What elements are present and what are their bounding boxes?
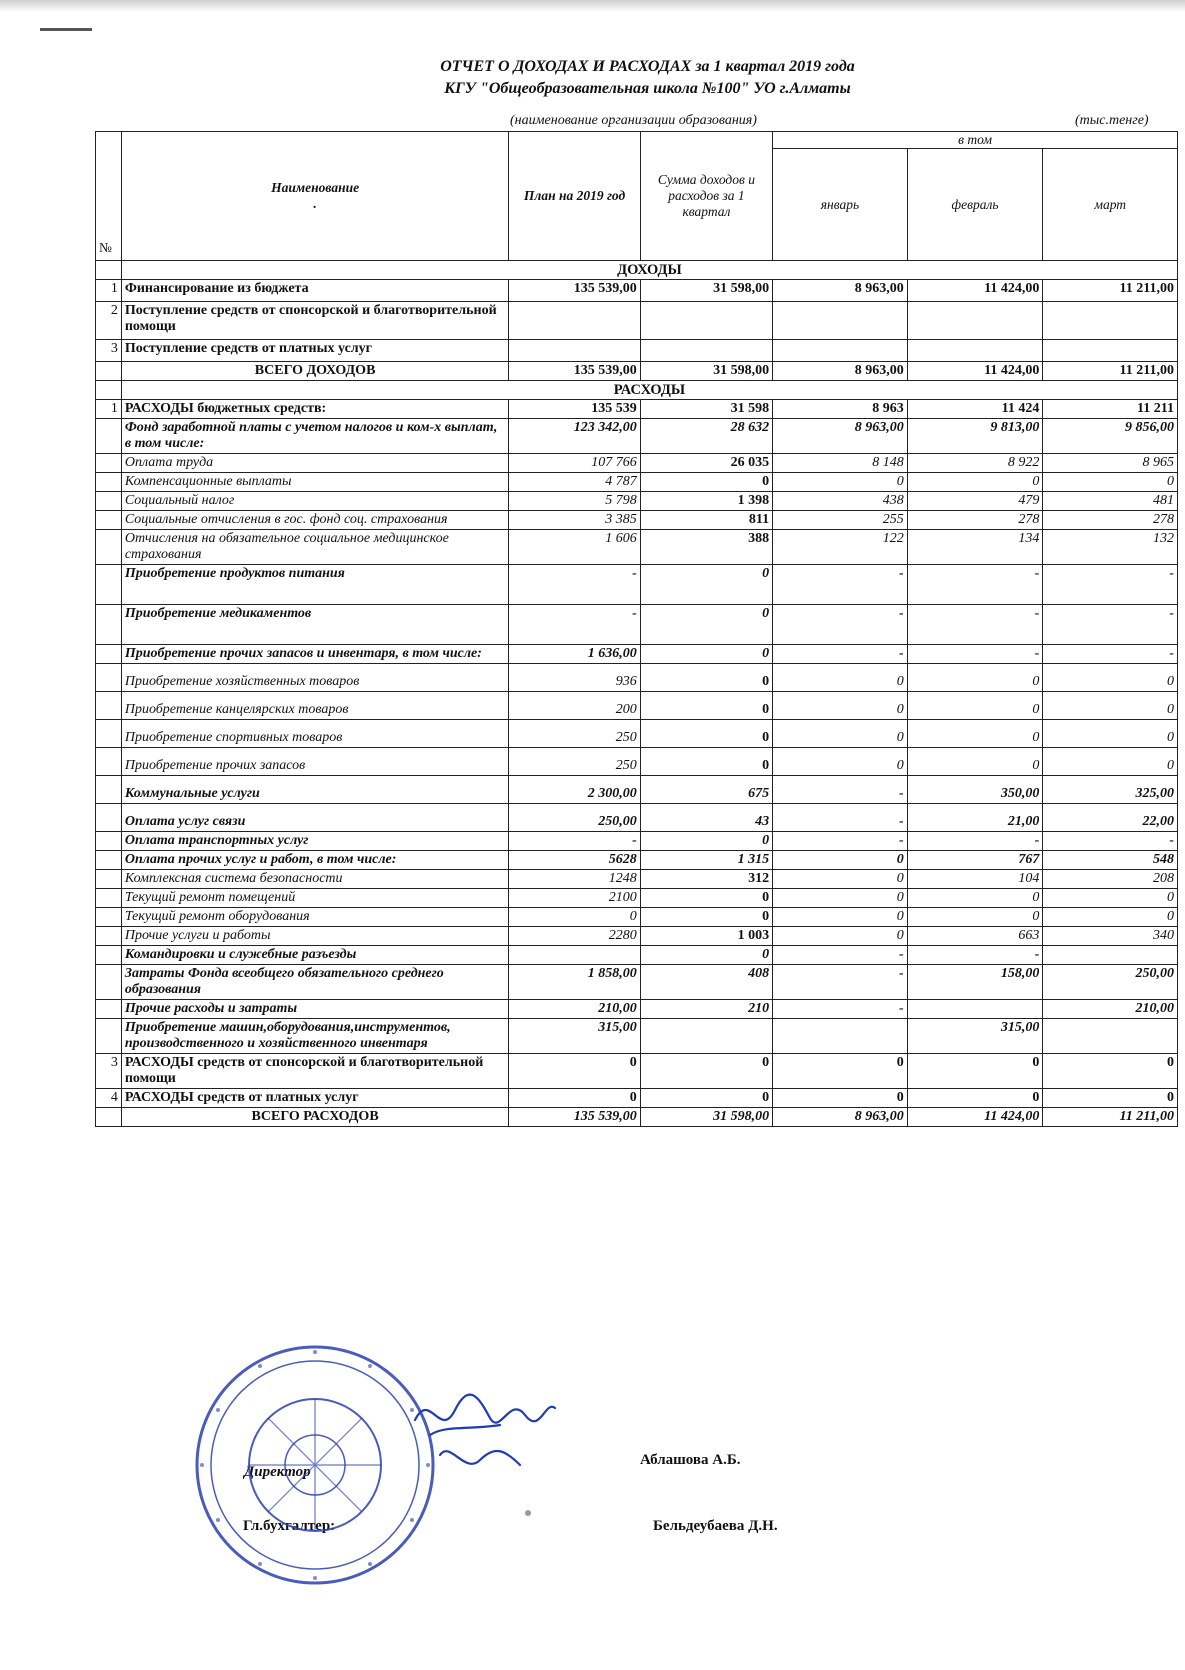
value-mar: - xyxy=(1043,832,1178,851)
row-name: Прочие услуги и работы xyxy=(121,927,509,946)
value-plan: 2100 xyxy=(509,889,640,908)
value-plan: 3 385 xyxy=(509,511,640,530)
value-plan: 5 798 xyxy=(509,492,640,511)
total-plan: 135 539,00 xyxy=(509,1108,640,1127)
expense-row xyxy=(96,454,1178,473)
col-num-header: № xyxy=(96,132,122,261)
value-mar xyxy=(1043,302,1178,340)
row-number: 1 xyxy=(96,280,122,302)
value-jan: 0 xyxy=(773,664,908,692)
row-name: Оплата труда xyxy=(121,454,509,473)
report-header xyxy=(0,58,1185,98)
row-number xyxy=(96,530,122,565)
row-number xyxy=(96,720,122,748)
value-plan xyxy=(509,302,640,340)
value-plan: 107 766 xyxy=(509,454,640,473)
value-jan: 8 963,00 xyxy=(773,280,908,302)
report-title: ОТЧЕТ О ДОХОДАХ И РАСХОДАХ за 1 квартал 2019 года xyxy=(440,58,855,75)
value-mar: 250,00 xyxy=(1043,965,1178,1000)
value-feb: - xyxy=(907,645,1043,664)
value-q1: 0 xyxy=(640,889,772,908)
income-row xyxy=(96,280,1178,302)
value-q1: 811 xyxy=(640,511,772,530)
row-name: Поступление средств от платных услуг xyxy=(121,340,509,362)
value-q1: 0 xyxy=(640,645,772,664)
row-name: Социальный налог xyxy=(121,492,509,511)
row-name: Оплата транспортных услуг xyxy=(121,832,509,851)
expense-row xyxy=(96,692,1178,720)
value-q1: 0 xyxy=(640,720,772,748)
expense-row xyxy=(96,664,1178,692)
value-q1: 43 xyxy=(640,804,772,832)
value-feb: 8 922 xyxy=(907,454,1043,473)
row-number xyxy=(96,965,122,1000)
expense-row xyxy=(96,851,1178,870)
expense-row xyxy=(96,720,1178,748)
value-feb: 134 xyxy=(907,530,1043,565)
col-plan-header: План на 2019 год xyxy=(509,132,640,261)
value-q1: 0 xyxy=(640,692,772,720)
value-q1: 0 xyxy=(640,1089,772,1108)
value-mar: 11 211 xyxy=(1043,400,1178,419)
value-feb: 11 424 xyxy=(907,400,1043,419)
value-jan: 0 xyxy=(773,908,908,927)
col-name-header xyxy=(121,132,509,261)
value-jan xyxy=(773,302,908,340)
row-name: Командировки и служебные разъезды xyxy=(121,946,509,965)
accountant-label: Гл.бухгалтер: xyxy=(243,1518,336,1534)
expense-row xyxy=(96,605,1178,645)
row-number xyxy=(96,804,122,832)
value-q1: 0 xyxy=(640,832,772,851)
expense-row xyxy=(96,1019,1178,1054)
value-plan: - xyxy=(509,565,640,605)
value-jan: 122 xyxy=(773,530,908,565)
value-q1 xyxy=(640,340,772,362)
value-plan xyxy=(509,340,640,362)
value-mar: 481 xyxy=(1043,492,1178,511)
value-feb: 0 xyxy=(907,1089,1043,1108)
value-jan: 0 xyxy=(773,1089,908,1108)
expense-row xyxy=(96,946,1178,965)
value-plan: 123 342,00 xyxy=(509,419,640,454)
value-mar: 0 xyxy=(1043,664,1178,692)
value-jan: 0 xyxy=(773,870,908,889)
value-q1: 1 315 xyxy=(640,851,772,870)
value-plan: 250,00 xyxy=(509,804,640,832)
value-feb: - xyxy=(907,832,1043,851)
expense-row xyxy=(96,1000,1178,1019)
expense-row xyxy=(96,776,1178,804)
value-plan xyxy=(509,946,640,965)
value-feb: - xyxy=(907,946,1043,965)
value-mar: 11 211,00 xyxy=(1043,280,1178,302)
value-jan: 0 xyxy=(773,927,908,946)
expense-row xyxy=(96,645,1178,664)
expense-row xyxy=(96,565,1178,605)
value-mar: 0 xyxy=(1043,692,1178,720)
value-plan: 315,00 xyxy=(509,1019,640,1054)
row-number xyxy=(96,908,122,927)
row-name: Фонд заработной платы с учетом налогов и ком-х выплат, в том числе: xyxy=(121,419,509,454)
value-mar: 548 xyxy=(1043,851,1178,870)
total-q1: 31 598,00 xyxy=(640,362,772,381)
value-mar: 340 xyxy=(1043,927,1178,946)
total-feb: 11 424,00 xyxy=(907,1108,1043,1127)
expense-row xyxy=(96,832,1178,851)
value-feb: 0 xyxy=(907,720,1043,748)
value-feb: 278 xyxy=(907,511,1043,530)
value-mar: 325,00 xyxy=(1043,776,1178,804)
value-jan: 0 xyxy=(773,473,908,492)
row-number xyxy=(96,927,122,946)
expense-row xyxy=(96,748,1178,776)
expense-row xyxy=(96,511,1178,530)
value-q1: 210 xyxy=(640,1000,772,1019)
value-mar: - xyxy=(1043,645,1178,664)
row-name: РАСХОДЫ бюджетных средств: xyxy=(121,400,509,419)
value-q1: 0 xyxy=(640,946,772,965)
row-number xyxy=(96,473,122,492)
value-mar: 0 xyxy=(1043,1054,1178,1089)
value-feb: 0 xyxy=(907,692,1043,720)
row-name: Финансирование из бюджета xyxy=(121,280,509,302)
value-plan: 135 539,00 xyxy=(509,280,640,302)
section-num-cell xyxy=(96,261,122,280)
value-feb: 104 xyxy=(907,870,1043,889)
income-total-row xyxy=(96,362,1178,381)
value-feb xyxy=(907,302,1043,340)
value-mar: 0 xyxy=(1043,748,1178,776)
section-title: ДОХОДЫ xyxy=(121,261,1177,280)
value-plan: 200 xyxy=(509,692,640,720)
value-feb: 315,00 xyxy=(907,1019,1043,1054)
value-plan: 250 xyxy=(509,720,640,748)
row-number xyxy=(96,492,122,511)
value-plan: 1 636,00 xyxy=(509,645,640,664)
report-table xyxy=(95,131,1178,1127)
value-mar: 8 965 xyxy=(1043,454,1178,473)
value-q1: 0 xyxy=(640,1054,772,1089)
value-feb: 21,00 xyxy=(907,804,1043,832)
expense-section-row xyxy=(96,381,1178,400)
director-name: Аблашова А.Б. xyxy=(640,1452,741,1468)
value-feb: 9 813,00 xyxy=(907,419,1043,454)
value-jan: - xyxy=(773,1000,908,1019)
value-mar: 132 xyxy=(1043,530,1178,565)
value-plan: 2280 xyxy=(509,927,640,946)
value-jan: - xyxy=(773,565,908,605)
director-label: Директор xyxy=(244,1464,311,1480)
value-mar: 9 856,00 xyxy=(1043,419,1178,454)
row-name: РАСХОДЫ средств от платных услуг xyxy=(121,1089,509,1108)
value-feb: - xyxy=(907,605,1043,645)
row-name: Приобретение машин,оборудования,инструментов, производственного и хозяйственного инвентаря xyxy=(121,1019,509,1054)
value-mar: 0 xyxy=(1043,889,1178,908)
value-plan: 210,00 xyxy=(509,1000,640,1019)
expense-row xyxy=(96,927,1178,946)
row-name: Приобретение хозяйственных товаров xyxy=(121,664,509,692)
value-mar: 22,00 xyxy=(1043,804,1178,832)
value-jan xyxy=(773,1019,908,1054)
total-label: ВСЕГО ДОХОДОВ xyxy=(121,362,509,381)
value-q1: 1 003 xyxy=(640,927,772,946)
value-q1: 0 xyxy=(640,664,772,692)
value-jan: 8 963,00 xyxy=(773,419,908,454)
value-jan: 0 xyxy=(773,1054,908,1089)
total-jan: 8 963,00 xyxy=(773,1108,908,1127)
expense-row xyxy=(96,492,1178,511)
accountant-name: Бельдеубаева Д.Н. xyxy=(653,1518,778,1534)
value-jan: 0 xyxy=(773,692,908,720)
row-name: Приобретение прочих запасов и инвентаря, в том числе: xyxy=(121,645,509,664)
value-mar: - xyxy=(1043,565,1178,605)
value-jan: - xyxy=(773,965,908,1000)
row-number: 2 xyxy=(96,302,122,340)
value-plan: 135 539 xyxy=(509,400,640,419)
value-feb: 663 xyxy=(907,927,1043,946)
value-feb: 158,00 xyxy=(907,965,1043,1000)
value-q1: 388 xyxy=(640,530,772,565)
row-number xyxy=(96,605,122,645)
value-jan: 0 xyxy=(773,889,908,908)
value-jan: 8 963 xyxy=(773,400,908,419)
income-section-row xyxy=(96,261,1178,280)
row-name: Приобретение медикаментов xyxy=(121,605,509,645)
value-feb: 0 xyxy=(907,908,1043,927)
total-jan: 8 963,00 xyxy=(773,362,908,381)
section-title: РАСХОДЫ xyxy=(121,381,1177,400)
value-q1: 28 632 xyxy=(640,419,772,454)
row-name: Приобретение спортивных товаров xyxy=(121,720,509,748)
value-plan: 1248 xyxy=(509,870,640,889)
row-number: 4 xyxy=(96,1089,122,1108)
expense-row xyxy=(96,870,1178,889)
org-caption: (наименование организации образования) xyxy=(510,113,757,128)
value-feb: - xyxy=(907,565,1043,605)
value-feb: 0 xyxy=(907,473,1043,492)
value-feb: 0 xyxy=(907,1054,1043,1089)
row-name: Приобретение продуктов питания xyxy=(121,565,509,605)
row-number: 3 xyxy=(96,340,122,362)
row-number: 3 xyxy=(96,1054,122,1089)
value-feb: 0 xyxy=(907,664,1043,692)
value-q1: 408 xyxy=(640,965,772,1000)
row-name: Оплата прочих услуг и работ, в том числе: xyxy=(121,851,509,870)
row-number xyxy=(96,419,122,454)
row-number xyxy=(96,565,122,605)
value-plan: 1 858,00 xyxy=(509,965,640,1000)
value-mar: 210,00 xyxy=(1043,1000,1178,1019)
subtitle-row xyxy=(0,113,1185,131)
row-name: Комплексная система безопасности xyxy=(121,870,509,889)
total-num-cell xyxy=(96,1108,122,1127)
value-plan: 0 xyxy=(509,1054,640,1089)
value-plan: 936 xyxy=(509,664,640,692)
value-mar: 0 xyxy=(1043,720,1178,748)
value-plan: 250 xyxy=(509,748,640,776)
value-plan: 0 xyxy=(509,908,640,927)
total-mar: 11 211,00 xyxy=(1043,362,1178,381)
col-feb-header: февраль xyxy=(907,149,1043,261)
value-feb: 11 424,00 xyxy=(907,280,1043,302)
value-feb: 0 xyxy=(907,748,1043,776)
scan-edge xyxy=(0,0,1185,12)
value-plan: 1 606 xyxy=(509,530,640,565)
value-mar: 0 xyxy=(1043,473,1178,492)
value-q1: 675 xyxy=(640,776,772,804)
value-mar: 0 xyxy=(1043,908,1178,927)
row-number: 1 xyxy=(96,400,122,419)
income-row xyxy=(96,302,1178,340)
total-mar: 11 211,00 xyxy=(1043,1108,1178,1127)
value-feb: 0 xyxy=(907,889,1043,908)
row-number xyxy=(96,870,122,889)
row-number xyxy=(96,645,122,664)
total-q1: 31 598,00 xyxy=(640,1108,772,1127)
income-row xyxy=(96,340,1178,362)
expense-row xyxy=(96,419,1178,454)
official-stamp xyxy=(190,1340,440,1590)
value-feb: 479 xyxy=(907,492,1043,511)
value-plan: 5628 xyxy=(509,851,640,870)
expense-row xyxy=(96,1089,1178,1108)
value-jan: - xyxy=(773,946,908,965)
value-plan: - xyxy=(509,605,640,645)
row-number xyxy=(96,851,122,870)
value-mar xyxy=(1043,340,1178,362)
row-number xyxy=(96,511,122,530)
value-jan: - xyxy=(773,605,908,645)
expense-row xyxy=(96,804,1178,832)
value-jan: - xyxy=(773,804,908,832)
col-name-mark: . xyxy=(313,196,317,211)
value-mar: 0 xyxy=(1043,1089,1178,1108)
row-name: Текущий ремонт оборудования xyxy=(121,908,509,927)
value-jan xyxy=(773,340,908,362)
total-plan: 135 539,00 xyxy=(509,362,640,381)
col-jan-header: январь xyxy=(773,149,908,261)
organization-title: КГУ "Общеобразовательная школа №100" УО г.Алматы xyxy=(444,80,851,97)
row-name: Приобретение канцелярских товаров xyxy=(121,692,509,720)
unit-caption: (тыс.тенге) xyxy=(1075,113,1149,128)
value-plan: 0 xyxy=(509,1089,640,1108)
col-name-label: Наименование xyxy=(271,180,360,195)
row-name: Компенсационные выплаты xyxy=(121,473,509,492)
row-number xyxy=(96,454,122,473)
col-mar-header: март xyxy=(1043,149,1178,261)
value-jan: 0 xyxy=(773,720,908,748)
value-feb: 350,00 xyxy=(907,776,1043,804)
row-number xyxy=(96,1000,122,1019)
row-number xyxy=(96,692,122,720)
col-q1-header: Сумма доходов и расходов за 1 квартал xyxy=(640,132,772,261)
value-jan: 0 xyxy=(773,851,908,870)
value-mar: 278 xyxy=(1043,511,1178,530)
expense-row xyxy=(96,1054,1178,1089)
value-q1: 0 xyxy=(640,565,772,605)
row-number xyxy=(96,748,122,776)
expense-row xyxy=(96,473,1178,492)
total-feb: 11 424,00 xyxy=(907,362,1043,381)
value-jan: 8 148 xyxy=(773,454,908,473)
expense-row xyxy=(96,530,1178,565)
section-num-cell xyxy=(96,381,122,400)
value-q1: 0 xyxy=(640,748,772,776)
value-plan: 2 300,00 xyxy=(509,776,640,804)
row-name: Отчисления на обязательное социальное медицинское страхования xyxy=(121,530,509,565)
value-jan: - xyxy=(773,776,908,804)
value-jan: 438 xyxy=(773,492,908,511)
total-label: ВСЕГО РАСХОДОВ xyxy=(121,1108,509,1127)
value-plan: - xyxy=(509,832,640,851)
value-feb: 767 xyxy=(907,851,1043,870)
value-plan: 4 787 xyxy=(509,473,640,492)
value-q1: 312 xyxy=(640,870,772,889)
row-name: РАСХОДЫ средств от спонсорской и благотворительной помощи xyxy=(121,1054,509,1089)
row-name: Оплата услуг связи xyxy=(121,804,509,832)
row-number xyxy=(96,664,122,692)
expense-row xyxy=(96,400,1178,419)
row-name: Коммунальные услуги xyxy=(121,776,509,804)
value-jan: - xyxy=(773,645,908,664)
value-q1: 0 xyxy=(640,473,772,492)
value-mar xyxy=(1043,1019,1178,1054)
row-number xyxy=(96,946,122,965)
row-number xyxy=(96,1019,122,1054)
row-number xyxy=(96,776,122,804)
col-inthat-header: в том xyxy=(773,132,1178,149)
expense-row xyxy=(96,889,1178,908)
value-mar: - xyxy=(1043,605,1178,645)
value-feb xyxy=(907,340,1043,362)
row-name: Прочие расходы и затраты xyxy=(121,1000,509,1019)
expense-row xyxy=(96,908,1178,927)
row-name: Поступление средств от спонсорской и благотворительной помощи xyxy=(121,302,509,340)
value-mar: 208 xyxy=(1043,870,1178,889)
value-jan: 255 xyxy=(773,511,908,530)
value-q1: 0 xyxy=(640,908,772,927)
value-feb xyxy=(907,1000,1043,1019)
expense-total-row xyxy=(96,1108,1178,1127)
value-q1: 26 035 xyxy=(640,454,772,473)
value-jan: - xyxy=(773,832,908,851)
row-name: Затраты Фонда всеобщего обязательного среднего образования xyxy=(121,965,509,1000)
expense-row xyxy=(96,965,1178,1000)
row-number xyxy=(96,832,122,851)
row-name: Социальные отчисления в гос. фонд соц. страхования xyxy=(121,511,509,530)
value-q1: 31 598 xyxy=(640,400,772,419)
row-number xyxy=(96,889,122,908)
row-name: Текущий ремонт помещений xyxy=(121,889,509,908)
scan-speck xyxy=(525,1510,531,1516)
value-q1: 31 598,00 xyxy=(640,280,772,302)
value-q1: 0 xyxy=(640,605,772,645)
value-jan: 0 xyxy=(773,748,908,776)
value-q1 xyxy=(640,302,772,340)
corner-mark xyxy=(40,28,92,31)
handwritten-signature xyxy=(410,1380,560,1490)
row-name: Приобретение прочих запасов xyxy=(121,748,509,776)
value-mar xyxy=(1043,946,1178,965)
value-q1: 1 398 xyxy=(640,492,772,511)
total-num-cell xyxy=(96,362,122,381)
value-q1 xyxy=(640,1019,772,1054)
